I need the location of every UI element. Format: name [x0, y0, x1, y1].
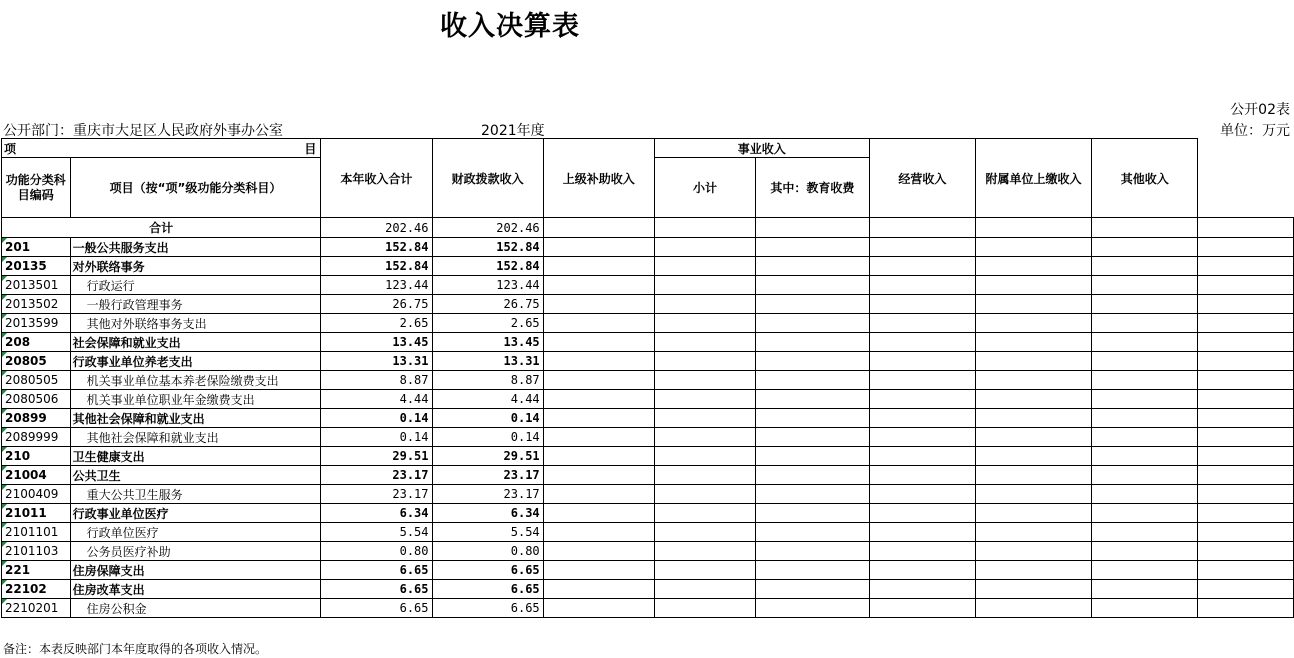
- row-total: 152.84: [321, 257, 432, 276]
- empty-cell: [1198, 466, 1294, 485]
- header-superior: 上级补助收入: [543, 139, 654, 218]
- cell-marker-icon: [2, 599, 7, 604]
- empty-cell: [1198, 333, 1294, 352]
- table-row: [2, 352, 1294, 371]
- empty-cell: [975, 561, 1091, 580]
- row-total: 152.84: [321, 238, 432, 257]
- empty-cell: [975, 295, 1091, 314]
- empty-cell: [543, 390, 654, 409]
- empty-cell: [869, 504, 975, 523]
- empty-cell: [975, 333, 1091, 352]
- empty-cell: [975, 466, 1091, 485]
- footnote: 备注：本表反映部门本年度取得的各项收入情况。: [3, 642, 268, 656]
- row-fiscal: 2.65: [432, 314, 543, 333]
- empty-cell: [1092, 428, 1198, 447]
- row-total: 0.14: [321, 409, 432, 428]
- empty-cell: [756, 333, 870, 352]
- table-row: [2, 504, 1294, 523]
- empty-cell: [1198, 352, 1294, 371]
- empty-cell: [869, 523, 975, 542]
- total-label: 合计: [2, 218, 321, 238]
- empty-cell: [654, 428, 755, 447]
- row-name: 住房公积金: [70, 599, 321, 618]
- row-code: 21011: [2, 504, 71, 523]
- cell-marker-icon: [2, 409, 7, 414]
- empty-cell: [1198, 542, 1294, 561]
- cell-marker-icon: [2, 295, 7, 300]
- empty-cell: [1092, 333, 1198, 352]
- empty-cell: [1092, 352, 1198, 371]
- form-number: 公开02表: [1230, 102, 1290, 118]
- empty-cell: [756, 390, 870, 409]
- total-fiscal: 202.46: [432, 218, 543, 238]
- empty-cell: [1198, 580, 1294, 599]
- empty-cell: [756, 485, 870, 504]
- row-total: 6.65: [321, 561, 432, 580]
- row-fiscal: 13.45: [432, 333, 543, 352]
- empty-cell: [654, 599, 755, 618]
- row-code: 2089999: [2, 428, 71, 447]
- row-name: 其他社会保障和就业支出: [70, 409, 321, 428]
- empty-cell: [1092, 466, 1198, 485]
- table-row: [2, 542, 1294, 561]
- table-row: [2, 599, 1294, 618]
- cell-marker-icon: [2, 580, 7, 585]
- empty-cell: [1198, 485, 1294, 504]
- cell-marker-icon: [2, 428, 7, 433]
- header-affiliated: 附属单位上缴收入: [975, 139, 1091, 218]
- row-code: 208: [2, 333, 71, 352]
- empty-cell: [654, 485, 755, 504]
- table-row: [2, 276, 1294, 295]
- row-code: 210: [2, 447, 71, 466]
- cell-marker-icon: [2, 314, 7, 319]
- row-fiscal: 0.80: [432, 542, 543, 561]
- empty-cell: [975, 238, 1091, 257]
- empty-cell: [756, 523, 870, 542]
- cell-marker-icon: [2, 257, 7, 262]
- empty-cell: [1198, 447, 1294, 466]
- empty-cell: [543, 218, 654, 238]
- empty-cell: [654, 561, 755, 580]
- empty-cell: [1198, 295, 1294, 314]
- row-fiscal: 152.84: [432, 257, 543, 276]
- empty-cell: [869, 257, 975, 276]
- department-label: 公开部门：重庆市大足区人民政府外事办公室: [3, 123, 283, 139]
- cell-marker-icon: [2, 485, 7, 490]
- empty-cell: [975, 390, 1091, 409]
- row-name: 机关事业单位职业年金缴费支出: [70, 390, 321, 409]
- row-code: 2101103: [2, 542, 71, 561]
- empty-cell: [756, 295, 870, 314]
- empty-cell: [756, 504, 870, 523]
- row-name: 其他社会保障和就业支出: [70, 428, 321, 447]
- empty-cell: [543, 295, 654, 314]
- empty-cell: [1092, 561, 1198, 580]
- empty-cell: [654, 409, 755, 428]
- empty-cell: [543, 314, 654, 333]
- row-code: 21004: [2, 466, 71, 485]
- empty-cell: [1198, 561, 1294, 580]
- header-total: 本年收入合计: [321, 139, 432, 218]
- cell-marker-icon: [2, 466, 7, 471]
- cell-marker-icon: [2, 504, 7, 509]
- empty-cell: [543, 352, 654, 371]
- row-code: 22102: [2, 580, 71, 599]
- empty-cell: [1198, 523, 1294, 542]
- empty-cell: [543, 504, 654, 523]
- row-fiscal: 6.65: [432, 561, 543, 580]
- empty-cell: [543, 333, 654, 352]
- empty-cell: [756, 428, 870, 447]
- row-fiscal: 5.54: [432, 523, 543, 542]
- empty-cell: [975, 428, 1091, 447]
- table-row: [2, 333, 1294, 352]
- empty-cell: [543, 580, 654, 599]
- row-name: 一般行政管理事务: [70, 295, 321, 314]
- empty-cell: [654, 238, 755, 257]
- table-row: [2, 561, 1294, 580]
- row-code: 2210201: [2, 599, 71, 618]
- empty-cell: [975, 447, 1091, 466]
- empty-cell: [869, 561, 975, 580]
- header-business: 事业收入: [654, 139, 869, 158]
- empty-cell: [654, 542, 755, 561]
- table-row: [2, 447, 1294, 466]
- empty-cell: [975, 485, 1091, 504]
- empty-cell: [756, 409, 870, 428]
- row-fiscal: 6.34: [432, 504, 543, 523]
- table-row: [2, 409, 1294, 428]
- header-business-edu: 其中：教育收费: [756, 158, 870, 218]
- empty-cell: [1092, 409, 1198, 428]
- empty-cell: [654, 447, 755, 466]
- row-fiscal: 4.44: [432, 390, 543, 409]
- empty-cell: [756, 599, 870, 618]
- table-row: [2, 314, 1294, 333]
- row-fiscal: 29.51: [432, 447, 543, 466]
- row-total: 123.44: [321, 276, 432, 295]
- row-total: 6.65: [321, 599, 432, 618]
- row-name: 其他对外联络事务支出: [70, 314, 321, 333]
- empty-cell: [654, 257, 755, 276]
- header-mu: 目: [304, 142, 317, 156]
- empty-cell: [543, 599, 654, 618]
- empty-cell: [543, 447, 654, 466]
- empty-cell: [1092, 257, 1198, 276]
- empty-cell: [1092, 390, 1198, 409]
- empty-cell: [543, 371, 654, 390]
- row-name: 住房改革支出: [70, 580, 321, 599]
- empty-cell: [1092, 238, 1198, 257]
- empty-cell: [1198, 409, 1294, 428]
- empty-cell: [756, 238, 870, 257]
- row-total: 23.17: [321, 485, 432, 504]
- table-row: [2, 580, 1294, 599]
- empty-cell: [1092, 523, 1198, 542]
- row-code: 20899: [2, 409, 71, 428]
- empty-cell: [1092, 314, 1198, 333]
- total-row: [2, 218, 1294, 238]
- empty-cell: [756, 466, 870, 485]
- row-code: 201: [2, 238, 71, 257]
- empty-cell: [869, 352, 975, 371]
- empty-cell: [975, 276, 1091, 295]
- empty-cell: [1092, 599, 1198, 618]
- empty-cell: [869, 409, 975, 428]
- header-other: 其他收入: [1092, 139, 1198, 218]
- empty-cell: [543, 466, 654, 485]
- empty-cell: [756, 371, 870, 390]
- cell-marker-icon: [2, 447, 7, 452]
- cell-marker-icon: [2, 276, 7, 281]
- empty-cell: [756, 447, 870, 466]
- empty-cell: [975, 352, 1091, 371]
- row-total: 6.34: [321, 504, 432, 523]
- row-code: 2013599: [2, 314, 71, 333]
- empty-cell: [869, 390, 975, 409]
- empty-cell: [756, 561, 870, 580]
- row-code: 2100409: [2, 485, 71, 504]
- cell-marker-icon: [2, 390, 7, 395]
- table-row: [2, 257, 1294, 276]
- row-name: 行政单位医疗: [70, 523, 321, 542]
- table-row: [2, 466, 1294, 485]
- empty-cell: [869, 447, 975, 466]
- table-row: [2, 390, 1294, 409]
- row-total: 0.80: [321, 542, 432, 561]
- row-code: 20805: [2, 352, 71, 371]
- row-fiscal: 8.87: [432, 371, 543, 390]
- row-name: 行政运行: [70, 276, 321, 295]
- row-fiscal: 152.84: [432, 238, 543, 257]
- row-code: 20135: [2, 257, 71, 276]
- empty-cell: [975, 542, 1091, 561]
- empty-cell: [654, 390, 755, 409]
- empty-cell: [869, 599, 975, 618]
- empty-cell: [869, 485, 975, 504]
- page-title: 收入决算表: [440, 11, 580, 42]
- empty-cell: [654, 466, 755, 485]
- row-name: 住房保障支出: [70, 561, 321, 580]
- row-code: 2080505: [2, 371, 71, 390]
- empty-cell: [975, 371, 1091, 390]
- empty-cell: [756, 218, 870, 238]
- empty-cell: [975, 314, 1091, 333]
- empty-cell: [1092, 580, 1198, 599]
- empty-cell: [756, 257, 870, 276]
- empty-cell: [654, 523, 755, 542]
- header-operating: 经营收入: [869, 139, 975, 218]
- table-row: [2, 485, 1294, 504]
- row-name: 重大公共卫生服务: [70, 485, 321, 504]
- empty-cell: [654, 371, 755, 390]
- empty-cell: [654, 314, 755, 333]
- unit-label: 单位：万元: [1220, 123, 1290, 139]
- empty-cell: [975, 409, 1091, 428]
- empty-cell: [975, 257, 1091, 276]
- row-fiscal: 0.14: [432, 428, 543, 447]
- empty-cell: [1198, 314, 1294, 333]
- row-name: 社会保障和就业支出: [70, 333, 321, 352]
- empty-cell: [1092, 542, 1198, 561]
- row-code: 2101101: [2, 523, 71, 542]
- empty-cell: [654, 276, 755, 295]
- row-total: 26.75: [321, 295, 432, 314]
- empty-cell: [756, 542, 870, 561]
- header-xiang-mu: [2, 139, 321, 158]
- cell-marker-icon: [2, 561, 7, 566]
- empty-cell: [869, 466, 975, 485]
- header-business-subtotal: 小计: [654, 158, 755, 218]
- empty-cell: [756, 314, 870, 333]
- row-total: 2.65: [321, 314, 432, 333]
- row-name: 对外联络事务: [70, 257, 321, 276]
- empty-cell: [1198, 257, 1294, 276]
- empty-cell: [1092, 447, 1198, 466]
- row-total: 13.31: [321, 352, 432, 371]
- row-total: 29.51: [321, 447, 432, 466]
- empty-cell: [543, 523, 654, 542]
- row-name: 卫生健康支出: [70, 447, 321, 466]
- row-name: 公务员医疗补助: [70, 542, 321, 561]
- table-row: [2, 295, 1294, 314]
- empty-cell: [869, 295, 975, 314]
- row-code: 2080506: [2, 390, 71, 409]
- empty-cell: [543, 485, 654, 504]
- empty-cell: [543, 428, 654, 447]
- empty-cell: [869, 542, 975, 561]
- empty-cell: [975, 599, 1091, 618]
- row-fiscal: 123.44: [432, 276, 543, 295]
- row-name: 行政事业单位养老支出: [70, 352, 321, 371]
- empty-cell: [654, 580, 755, 599]
- empty-cell: [543, 561, 654, 580]
- empty-cell: [869, 238, 975, 257]
- empty-cell: [1198, 390, 1294, 409]
- empty-cell: [654, 333, 755, 352]
- empty-cell: [654, 352, 755, 371]
- empty-cell: [869, 580, 975, 599]
- row-total: 4.44: [321, 390, 432, 409]
- empty-cell: [756, 276, 870, 295]
- empty-cell: [1198, 428, 1294, 447]
- empty-cell: [869, 314, 975, 333]
- row-code: 2013501: [2, 276, 71, 295]
- empty-cell: [1092, 276, 1198, 295]
- empty-cell: [543, 276, 654, 295]
- total-amount: 202.46: [321, 218, 432, 238]
- cell-marker-icon: [2, 238, 7, 243]
- table-row: [2, 428, 1294, 447]
- row-name: 行政事业单位医疗: [70, 504, 321, 523]
- empty-cell: [756, 580, 870, 599]
- empty-cell: [869, 428, 975, 447]
- table-row: [2, 238, 1294, 257]
- empty-cell: [654, 295, 755, 314]
- empty-cell: [869, 333, 975, 352]
- row-name: 一般公共服务支出: [70, 238, 321, 257]
- header-xiang: 项: [4, 142, 17, 156]
- row-total: 8.87: [321, 371, 432, 390]
- cell-marker-icon: [2, 333, 7, 338]
- row-total: 23.17: [321, 466, 432, 485]
- empty-cell: [654, 218, 755, 238]
- empty-cell: [1198, 599, 1294, 618]
- row-fiscal: 26.75: [432, 295, 543, 314]
- empty-cell: [975, 580, 1091, 599]
- empty-cell: [1198, 238, 1294, 257]
- row-code: 2013502: [2, 295, 71, 314]
- empty-cell: [1092, 295, 1198, 314]
- row-name: 公共卫生: [70, 466, 321, 485]
- empty-cell: [1092, 371, 1198, 390]
- empty-cell: [975, 504, 1091, 523]
- row-fiscal: 23.17: [432, 485, 543, 504]
- empty-cell: [1198, 371, 1294, 390]
- empty-cell: [1198, 276, 1294, 295]
- row-fiscal: 6.65: [432, 599, 543, 618]
- empty-cell: [543, 257, 654, 276]
- empty-cell: [975, 218, 1091, 238]
- row-fiscal: 6.65: [432, 580, 543, 599]
- row-total: 6.65: [321, 580, 432, 599]
- header-code: 功能分类科目编码: [2, 158, 71, 218]
- empty-cell: [543, 542, 654, 561]
- row-fiscal: 0.14: [432, 409, 543, 428]
- empty-cell: [543, 238, 654, 257]
- empty-cell: [543, 409, 654, 428]
- row-code: 221: [2, 561, 71, 580]
- cell-marker-icon: [2, 523, 7, 528]
- empty-cell: [1198, 504, 1294, 523]
- empty-cell: [1198, 218, 1294, 238]
- row-name: 机关事业单位基本养老保险缴费支出: [70, 371, 321, 390]
- income-table: [1, 138, 1294, 618]
- cell-marker-icon: [2, 542, 7, 547]
- empty-cell: [1092, 485, 1198, 504]
- table-row: [2, 371, 1294, 390]
- year-label: 2021年度: [481, 123, 545, 139]
- empty-cell: [869, 371, 975, 390]
- row-fiscal: 13.31: [432, 352, 543, 371]
- empty-cell: [975, 523, 1091, 542]
- cell-marker-icon: [2, 352, 7, 357]
- row-fiscal: 23.17: [432, 466, 543, 485]
- header-name: 项目（按“项”级功能分类科目）: [70, 158, 321, 218]
- empty-cell: [756, 352, 870, 371]
- row-total: 13.45: [321, 333, 432, 352]
- empty-cell: [654, 504, 755, 523]
- empty-cell: [1092, 218, 1198, 238]
- empty-cell: [1092, 504, 1198, 523]
- empty-cell: [869, 218, 975, 238]
- empty-cell: [869, 276, 975, 295]
- cell-marker-icon: [2, 371, 7, 376]
- table-row: [2, 523, 1294, 542]
- row-total: 0.14: [321, 428, 432, 447]
- header-fiscal: 财政拨款收入: [432, 139, 543, 218]
- row-total: 5.54: [321, 523, 432, 542]
